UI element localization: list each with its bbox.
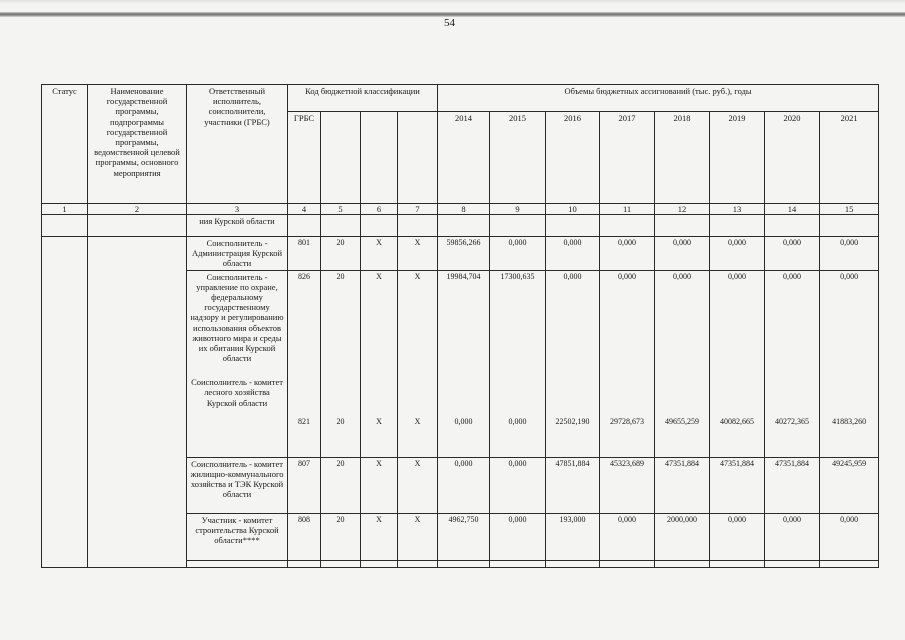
year-header: 2017: [600, 112, 655, 204]
om-cell: Х: [398, 513, 438, 560]
column-index: 2: [88, 204, 187, 215]
year-header: 2015: [490, 112, 546, 204]
pgp-value: Х: [376, 417, 382, 427]
value-cell: 193,000: [546, 513, 600, 560]
value-cell: [710, 270, 765, 457]
value-cell: 59856,266: [438, 237, 490, 271]
gp-cell: [321, 270, 361, 457]
om-header: [398, 112, 438, 204]
value: 17300,635: [500, 271, 535, 281]
status-header: Статус: [42, 85, 88, 204]
value-cell: 0,000: [655, 237, 710, 271]
value-cell: 47351,884: [765, 457, 820, 513]
sub-executor-text: Соисполнитель - комитет лесного хозяйства Курской области: [191, 377, 283, 408]
year-header: 2016: [546, 112, 600, 204]
value-cell: 47851,884: [546, 457, 600, 513]
om-cell: Х: [398, 237, 438, 271]
column-index: 6: [361, 204, 398, 215]
grbs-header: ГРБС: [288, 112, 321, 204]
continuation-row: [42, 215, 879, 237]
status-cell: [42, 215, 88, 237]
grbs-value: 821: [298, 417, 310, 427]
pgp-cell: [361, 270, 398, 457]
column-index: 7: [398, 204, 438, 215]
value-cell: 47351,884: [710, 457, 765, 513]
status-cell: [42, 237, 88, 568]
table-row: [42, 237, 879, 271]
value-cell: [600, 270, 655, 457]
value: 0,000: [840, 271, 859, 281]
column-index: 13: [710, 204, 765, 215]
gp-value: 20: [336, 271, 345, 281]
budget-table: [41, 84, 879, 568]
executor-cell: [187, 270, 288, 457]
column-index: 14: [765, 204, 820, 215]
value-cell: 0,000: [820, 237, 879, 271]
value-cell: 0,000: [600, 513, 655, 560]
value: 29728,673: [610, 417, 645, 427]
grbs-cell: [288, 270, 321, 457]
pgp-header: [361, 112, 398, 204]
value-cell: 0,000: [490, 237, 546, 271]
value: 0,000: [563, 271, 582, 281]
value: 0,000: [728, 271, 747, 281]
year-header: 2014: [438, 112, 490, 204]
om-cell: [398, 270, 438, 457]
grbs-cell: 808: [288, 513, 321, 560]
value-cell: 0,000: [438, 457, 490, 513]
name-cell: [88, 215, 187, 237]
om-value: Х: [414, 271, 421, 281]
om-cell: Х: [398, 457, 438, 513]
column-index: 9: [490, 204, 546, 215]
value: 0,000: [508, 417, 527, 427]
pgp-cell: Х: [361, 237, 398, 271]
value-cell: [438, 270, 490, 457]
year-header: 2020: [765, 112, 820, 204]
gp-cell: 20: [321, 457, 361, 513]
value-cell: 4962,750: [438, 513, 490, 560]
year-header: 2021: [820, 112, 879, 204]
value-cell: 47351,884: [655, 457, 710, 513]
value: 19984,704: [446, 271, 481, 281]
scan-edge-top: [0, 0, 905, 4]
value-cell: 49245,959: [820, 457, 879, 513]
value-cell: 0,000: [820, 513, 879, 560]
pgp-value: Х: [376, 271, 382, 281]
grbs-cell: 801: [288, 237, 321, 271]
value-cell: 0,000: [600, 237, 655, 271]
column-index: 15: [820, 204, 879, 215]
executor-cell: Соисполнитель - комитет жилищно-коммунального хозяйства и ТЭК Курской области: [187, 457, 288, 513]
column-index: 3: [187, 204, 288, 215]
value: 40082,665: [720, 417, 755, 427]
column-index: 11: [600, 204, 655, 215]
page-number: 54: [444, 17, 455, 29]
value: 40272,365: [775, 417, 810, 427]
value: 49655,259: [665, 417, 700, 427]
column-index: 8: [438, 204, 490, 215]
value: 0,000: [454, 417, 473, 427]
column-index: 10: [546, 204, 600, 215]
executor-header: Ответственный исполнитель, соисполнители, участники (ГРБС): [187, 85, 288, 204]
value-cell: 0,000: [710, 513, 765, 560]
gp-value: 20: [336, 417, 345, 427]
year-header: 2018: [655, 112, 710, 204]
header-row-1: [42, 85, 879, 112]
pgp-cell: Х: [361, 513, 398, 560]
name-cell: [88, 237, 187, 568]
om-value: Х: [414, 417, 421, 427]
gp-cell: 20: [321, 237, 361, 271]
column-index: 4: [288, 204, 321, 215]
value-cell: 2000,000: [655, 513, 710, 560]
value-cell: [655, 270, 710, 457]
value-cell: [546, 270, 600, 457]
value-cell: 0,000: [490, 457, 546, 513]
value: 22502,190: [555, 417, 590, 427]
value-cell: 45323,689: [600, 457, 655, 513]
budget-header: Объемы бюджетных ассигнований (тыс. руб.), годы: [438, 85, 879, 112]
pgp-cell: Х: [361, 457, 398, 513]
value: 0,000: [783, 271, 802, 281]
executor-cell: ния Курской области: [187, 215, 288, 237]
value-cell: 0,000: [490, 513, 546, 560]
value: 0,000: [673, 271, 692, 281]
grbs-cell: 807: [288, 457, 321, 513]
value-cell: 0,000: [765, 237, 820, 271]
executor-text: Соисполнитель - управление по охране, федеральному государственному надзору и регулированию использования объектов животного мира и среды их обитания Курской области: [190, 271, 284, 364]
classification-header: Код бюджетной классификации: [288, 85, 438, 112]
value: 41883,260: [832, 417, 867, 427]
grbs-value: 826: [298, 271, 310, 281]
column-index-row: [42, 204, 879, 215]
value-cell: 0,000: [546, 237, 600, 271]
gp-header: [321, 112, 361, 204]
column-index: 12: [655, 204, 710, 215]
value-cell: 0,000: [710, 237, 765, 271]
column-index: 1: [42, 204, 88, 215]
value-cell: [765, 270, 820, 457]
executor-cell: Участник - комитет строительства Курской области****: [187, 513, 288, 560]
year-header: 2019: [710, 112, 765, 204]
value: 0,000: [618, 271, 637, 281]
column-index: 5: [321, 204, 361, 215]
gp-cell: 20: [321, 513, 361, 560]
value-cell: [820, 270, 879, 457]
executor-cell: Соисполнитель - Администрация Курской области: [187, 237, 288, 271]
name-header: Наименование государственной программы, подпрограммы государственной программы, ведомственной целевой программы, основного мероприятия: [88, 85, 187, 204]
value-cell: [490, 270, 546, 457]
value-cell: 0,000: [765, 513, 820, 560]
